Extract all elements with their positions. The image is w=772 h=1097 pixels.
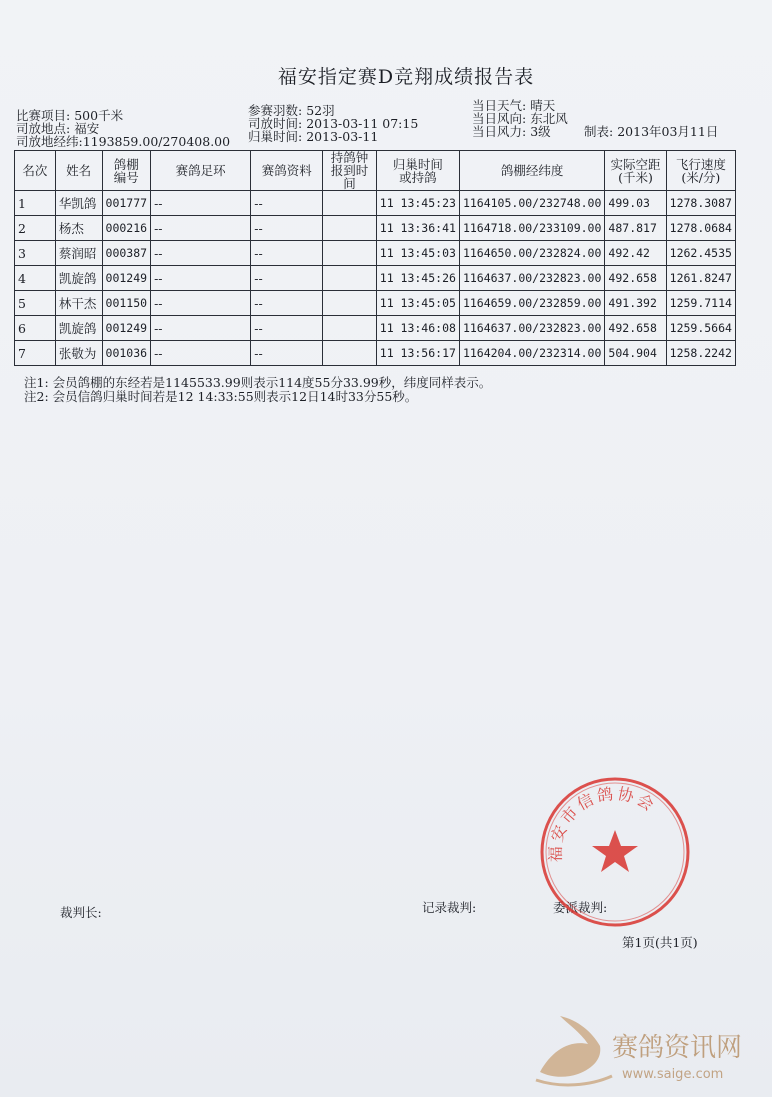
note-1: 注1: 会员鸽棚的东经若是1145533.99则表示114度55分33.99秒，纬度同样表示。 xyxy=(24,375,492,390)
cell-ring: -- xyxy=(151,291,251,316)
cell-speed: 1258.2242 xyxy=(666,341,735,366)
cell-clock xyxy=(323,241,376,266)
cell-clock xyxy=(323,266,376,291)
svg-text:福安市信鸽协会: 福安市信鸽协会 xyxy=(545,783,660,863)
cell-coords: 1164718.00/233109.00 xyxy=(459,216,604,241)
cell-rank: 2 xyxy=(15,216,56,241)
table-row xyxy=(15,241,736,266)
page-number: 第1页(共1页) xyxy=(622,935,698,950)
note-2: 注2: 会员信鸽归巢时间若是12 14:33:55则表示12日14时33分55秒。 xyxy=(24,389,418,404)
cell-loft-no: 001249 xyxy=(102,266,151,291)
seal-star-icon xyxy=(592,830,638,872)
header-loft-no: 鸽棚 编号 xyxy=(102,151,151,191)
cell-clock xyxy=(323,291,376,316)
cell-coords: 1164650.00/232824.00 xyxy=(459,241,604,266)
cell-distance: 492.658 xyxy=(605,266,666,291)
cell-distance: 491.392 xyxy=(605,291,666,316)
document-title: 福安指定赛D竞翔成绩报告表 xyxy=(277,66,535,88)
notes xyxy=(24,376,491,404)
cell-name: 华凯鸽 xyxy=(55,191,102,216)
cell-info: -- xyxy=(251,266,323,291)
watermark-url: www.saige.com xyxy=(622,1067,724,1082)
cell-info: -- xyxy=(251,191,323,216)
cell-ring: -- xyxy=(151,191,251,216)
header-name: 姓名 xyxy=(55,151,102,191)
cell-loft-no: 001777 xyxy=(102,191,151,216)
cell-coords: 1164637.00/232823.00 xyxy=(459,266,604,291)
cell-info: -- xyxy=(251,341,323,366)
header-clock: 持鸽钟 报到时间 xyxy=(323,151,376,191)
cell-loft-no: 001036 xyxy=(102,341,151,366)
cell-distance: 492.42 xyxy=(605,241,666,266)
cell-loft-no: 001150 xyxy=(102,291,151,316)
results-table xyxy=(14,150,736,366)
header-return: 归巢时间 或持鸽 xyxy=(376,151,459,191)
cell-clock xyxy=(323,316,376,341)
cell-speed: 1278.3087 xyxy=(666,191,735,216)
official-seal-stamp xyxy=(535,772,695,932)
weather: 当日天气: 晴天 xyxy=(472,98,556,113)
made-date: 制表: 2013年03月11日 xyxy=(584,124,719,139)
cell-name: 林干杰 xyxy=(55,291,102,316)
entries: 参赛羽数: 52羽 xyxy=(248,103,335,118)
wind-direction: 当日风向: 东北风 xyxy=(472,111,568,126)
cell-coords: 1164204.00/232314.00 xyxy=(459,341,604,366)
cell-distance: 499.03 xyxy=(605,191,666,216)
table-row xyxy=(15,216,736,241)
cell-info: -- xyxy=(251,241,323,266)
cell-info: -- xyxy=(251,316,323,341)
cell-name: 张敬为 xyxy=(55,341,102,366)
header-ring: 赛鸽足环 xyxy=(151,151,251,191)
header-rank: 名次 xyxy=(15,151,56,191)
cell-name: 凯旋鸽 xyxy=(55,316,102,341)
pigeon-logo-icon xyxy=(540,1016,600,1077)
record-referee-label: 记录裁判: xyxy=(422,900,477,915)
cell-info: -- xyxy=(251,291,323,316)
cell-return: 11 13:45:23 xyxy=(376,191,459,216)
release-time: 司放时间: 2013-03-11 07:15 xyxy=(248,116,419,131)
cell-coords: 1164105.00/232748.00 xyxy=(459,191,604,216)
cell-speed: 1262.4535 xyxy=(666,241,735,266)
cell-rank: 5 xyxy=(15,291,56,316)
table-row xyxy=(15,191,736,216)
cell-name: 杨杰 xyxy=(55,216,102,241)
cell-ring: -- xyxy=(151,216,251,241)
cell-return: 11 13:45:05 xyxy=(376,291,459,316)
cell-ring: -- xyxy=(151,341,251,366)
release-place: 司放地点: 福安 xyxy=(16,121,100,136)
cell-ring: -- xyxy=(151,266,251,291)
header-speed: 飞行速度 (米/分) xyxy=(666,151,735,191)
cell-return: 11 13:36:41 xyxy=(376,216,459,241)
release-coords: 司放地经纬:1193859.00/270408.00 xyxy=(16,134,231,149)
cell-loft-no: 000216 xyxy=(102,216,151,241)
cell-distance: 504.904 xyxy=(605,341,666,366)
cell-speed: 1259.5664 xyxy=(666,316,735,341)
cell-clock xyxy=(323,216,376,241)
cell-return: 11 13:45:03 xyxy=(376,241,459,266)
header-coords: 鸽棚经纬度 xyxy=(459,151,604,191)
watermark-name: 赛鸽资讯网 xyxy=(612,1033,743,1063)
cell-name: 蔡润昭 xyxy=(55,241,102,266)
table-row xyxy=(15,316,736,341)
cell-ring: -- xyxy=(151,241,251,266)
cell-return: 11 13:45:26 xyxy=(376,266,459,291)
cell-rank: 1 xyxy=(15,191,56,216)
cell-loft-no: 000387 xyxy=(102,241,151,266)
wind-force: 当日风力: 3级 xyxy=(472,124,551,139)
cell-coords: 1164659.00/232859.00 xyxy=(459,291,604,316)
cell-speed: 1278.0684 xyxy=(666,216,735,241)
table-row xyxy=(15,291,736,316)
cell-clock xyxy=(323,191,376,216)
cell-speed: 1259.7114 xyxy=(666,291,735,316)
cell-name: 凯旋鸽 xyxy=(55,266,102,291)
cell-loft-no: 001249 xyxy=(102,316,151,341)
table-header-row xyxy=(15,151,736,191)
saige-watermark-logo xyxy=(530,1010,770,1090)
cell-distance: 487.817 xyxy=(605,216,666,241)
chief-referee-label: 裁判长: xyxy=(60,905,102,920)
cell-rank: 3 xyxy=(15,241,56,266)
return-time: 归巢时间: 2013-03-11 xyxy=(248,129,379,144)
cell-ring: -- xyxy=(151,316,251,341)
cell-info: -- xyxy=(251,216,323,241)
cell-coords: 1164637.00/232823.00 xyxy=(459,316,604,341)
cell-return: 11 13:46:08 xyxy=(376,316,459,341)
cell-return: 11 13:56:17 xyxy=(376,341,459,366)
header-distance: 实际空距 (千米) xyxy=(605,151,666,191)
cell-clock xyxy=(323,341,376,366)
cell-rank: 6 xyxy=(15,316,56,341)
cell-rank: 4 xyxy=(15,266,56,291)
dispatch-referee-label: 委派裁判: xyxy=(553,900,608,915)
header-info: 赛鸽资料 xyxy=(251,151,323,191)
table-row xyxy=(15,341,736,366)
table-row xyxy=(15,266,736,291)
cell-speed: 1261.8247 xyxy=(666,266,735,291)
race-item: 比赛项目: 500千米 xyxy=(16,108,124,123)
cell-rank: 7 xyxy=(15,341,56,366)
cell-distance: 492.658 xyxy=(605,316,666,341)
